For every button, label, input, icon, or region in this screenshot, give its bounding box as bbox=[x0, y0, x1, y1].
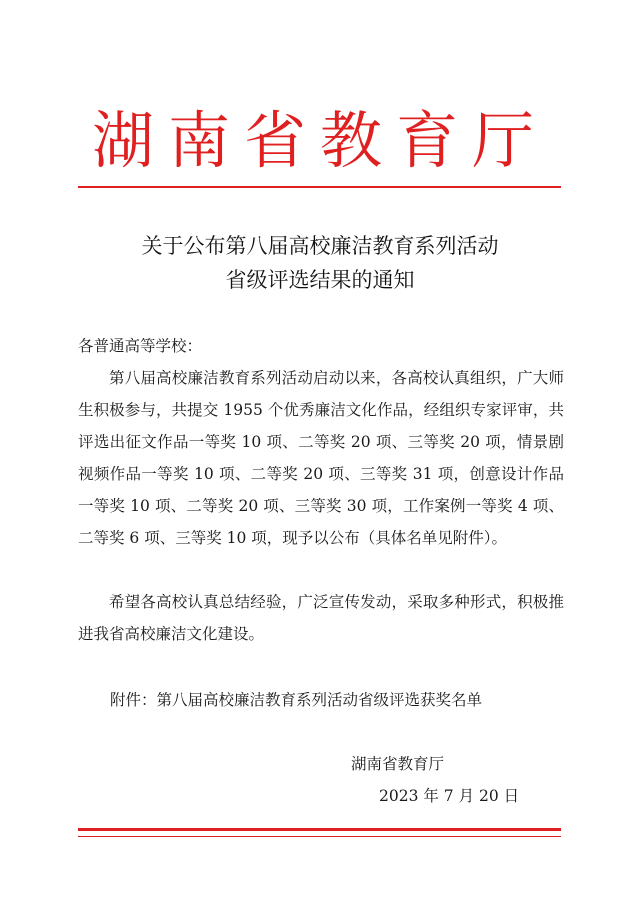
notice-title-line-1: 关于公布第八届高校廉洁教育系列活动 bbox=[141, 234, 499, 258]
notice-title-line-2: 省级评选结果的通知 bbox=[225, 268, 415, 292]
body-paragraph-1: 第八届高校廉洁教育系列活动启动以来，各高校认真组织，广大师生积极参与，共提交 1955 个优秀廉洁文化作品，经组织专家评审，共评选出征文作品一等奖 10 项、二等奖 20 项、三等奖 20 项，情景剧视频作品一等奖 10 项、二等奖 20 项、三等奖 31 项，创意设计作品一等奖 10 项、二等奖 20 项、三等奖 30 项，工作案例一等奖 4 项、二等奖 6 项、三等奖 10 项，现予以公布（具体名单见附件）。 bbox=[78, 369, 564, 547]
salutation: 各普通高等学校： bbox=[78, 337, 203, 355]
signature-organization: 湖南省教育厅 bbox=[351, 755, 445, 773]
signature-date: 2023 年 7 月 20 日 bbox=[379, 787, 520, 805]
footer-red-rule-thin bbox=[78, 836, 561, 837]
footer-red-rule-thick bbox=[78, 828, 561, 831]
masthead-red-rule bbox=[78, 186, 561, 188]
masthead-title: 湖南省教育厅 bbox=[91, 104, 548, 177]
attachment-line: 附件：第八届高校廉洁教育系列活动省级评选获奖名单 bbox=[110, 691, 483, 709]
body-paragraph-2: 希望各高校认真总结经验，广泛宣传发动，采取多种形式，积极推进我省高校廉洁文化建设。 bbox=[78, 593, 564, 643]
